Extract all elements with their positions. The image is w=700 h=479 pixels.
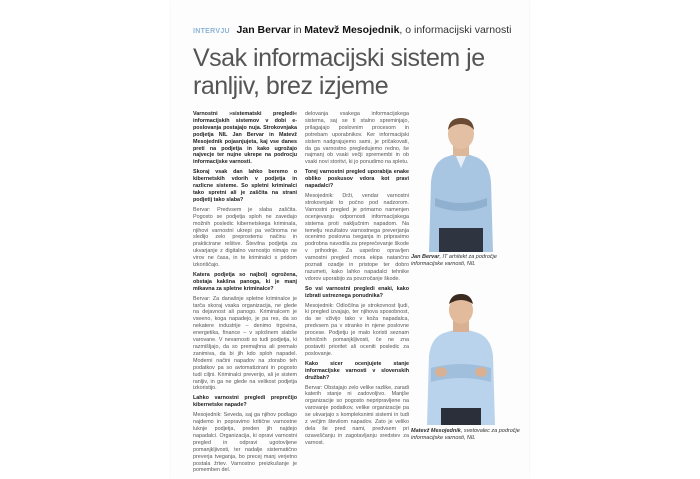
interviewee-2: Matevž Mesojednik xyxy=(304,24,400,36)
question: Torej varnostni pregled uporabija enake obliko poskusov vdora kot pravi napadalci? xyxy=(305,169,409,190)
question: Lahko varnostni pregledi preprečijo kibernetske napade? xyxy=(193,395,297,409)
interview-tag: INTERVJU xyxy=(193,28,230,35)
caption-matevz-mesojednik: Matevž Mesojednik, svetovalec za področje informacijske varnosti, NIL xyxy=(411,428,520,441)
magazine-page xyxy=(171,0,529,479)
conjunction: in xyxy=(293,24,302,36)
question: Katera podjetja so najbolj ogrožena, obstaja kakšna panoga, ki je manj mikavna za spletne kriminalce? xyxy=(193,271,297,292)
answer-paragraph: Bervar: Predvsem je slaba zaščita. Pogosto se podjetja sploh ne zavedajo možnih posledic kibernetskega kriminala, njihovi varnostni ukrepi pa večinoma ne sledijo zelo preprostemu načinu in prakticirane rešitve. Številna podjetja za ukvarjanje z digitalno varnostjo nimajo ne virov ne časa, in te kriminalci s pridom izkoriščajo. xyxy=(193,206,297,269)
answer-paragraph: Mesojednik: Odločilna je strokovnost ljudi, ki pregled izvajajo, ter njihova sposobnost, da se vživijo tako v koža napadalca, predvsem pa v stranko in njene poslovne procese. Podjetju je malo koristi seznam tehničnih pomanjkljivosti, če ne zna postaviti prioritet ali oceniti posledic za poslovanje. xyxy=(305,302,409,357)
answer-paragraph: Mesojednik: Seveda, saj ga njihov podlago najdemo in popravimo kritične varnostne luknje podjetja, preden jih najdejo napadalci. Organizacija, ki opravi varnostni pregled in odpravi ugotovljene pomanjkljivosti, ter nadalje sistematično preverja tveganja, bo precej manj verjetno postala žrtev. Varnostno preizkušanje je pomemben del. xyxy=(193,412,297,474)
question: Kako sicer ocenjujete stanje informacijske varnosti v slovenskih družbah? xyxy=(305,360,409,381)
headline: Vsak informacijski sistem je ranljiv, brez izjeme xyxy=(193,44,485,100)
text-column-1 xyxy=(193,111,297,477)
text-column-2 xyxy=(305,111,409,450)
portrait-jan-bervar xyxy=(415,112,507,252)
answer-paragraph: delovanja vsakega informacijskega sistema, saj se ti stalno spreminjajo, prilagajajo poslovnim procesom in potrebam uporabnikov. Ker informacijski sistem nadgrajujemo sami, je pričakovati, da ga varnostno pregledujemo redno, še najmanj ob vsaki večji spremembi in ob vsaki novi storitvi, ki jo ponudimo na spletu. xyxy=(305,111,409,166)
question: So vsi varnostni pregledi enaki, kako izbrati ustreznega ponudnika? xyxy=(305,285,409,299)
answer-paragraph: Mesojednik: Drži, vendar varnostni strokovnjaki to počno pod nadzorom. Varnostni pregled je primarno namenjen ocenjevanju odpornosti informacijskega sistema proti naključnim napadom. Na temelju rezultatov varnostnega preverjanja ocenimo poslovna tveganja in pripravimo podrobna navodila za preprečevanje škode v prihodnje. Za uspešno opravljen varnostni pregled mora ekipa natančno poznati ozadje in pristope ter dobro razumeti, kako lahko napadalci tehnike vdorov uporabijo za povzročanje škode. xyxy=(305,192,409,282)
portrait-matevz-mesojednik xyxy=(415,290,507,425)
answer-paragraph: Bervar: Obstajajo zelo velike razlike, zaradi katerih stanje ni zadovoljivo. Manjše organizacije so pogosto nepripravljene na varovanje podatkov, velike organizacije pa se ukvarjajo s kompleksnimi sistemi in tudi z večjim številom napadov. Zato je veliko dela še pred nami, predvsem pri ozaveščanju in zagotavljanju sredstev za varnost. xyxy=(305,384,409,446)
interview-kicker xyxy=(193,24,511,36)
interviewee-1: Jan Bervar xyxy=(236,24,291,36)
caption-jan-bervar: Jan Bervar, IT arhitekt za področje informacijske varnosti, NIL xyxy=(411,254,497,267)
answer-paragraph: Bervar: Za današnje spletne kriminalce je tarča skoraj vsaka organizacija, ne glede na dejavnost ali panogo. Kriminalcem je vseeno, koga napadejo, je pa res, da so nekatere industrije – denimo trgovina, energetika, finance – v splošnem slabše varovane. V nevarnosti so tudi podjetja, ki razmišljajo, da so premajhna ali premalo zanimiva, da bi jih kdo sploh napadel. Moderni načini napadov na zlorabo teh podatkov pa so avtomatizirani in pogosto tudi ciljni. Kriminalci preverijo, ali je sistem ranljiv, in ga ne glede na velikost podjetja izkoristijo. xyxy=(193,295,297,392)
topic: , o informacijski varnosti xyxy=(399,24,512,36)
question: Skoraj vsak dan lahko beremo o kibernetskih vdorih v podjetja in razlicne sisteme. So spletni kriminalci tako spretni ali je zaščita na strani podjetij tako slaba? xyxy=(193,169,297,203)
lead-paragraph: Varnostni »sistematski pregledi« informacijskih sistemov v dobi e-poslovanja postajajo nuja. Strokovnjaka podjetja NIL Jan Bervar in Matevž Mesojednik pojasnjujeta, kaj vse danes preti na podjetja in kako ugrožajo najvecje ter nujne ukrepe na podrocju informacijske varnosti. xyxy=(193,111,297,166)
